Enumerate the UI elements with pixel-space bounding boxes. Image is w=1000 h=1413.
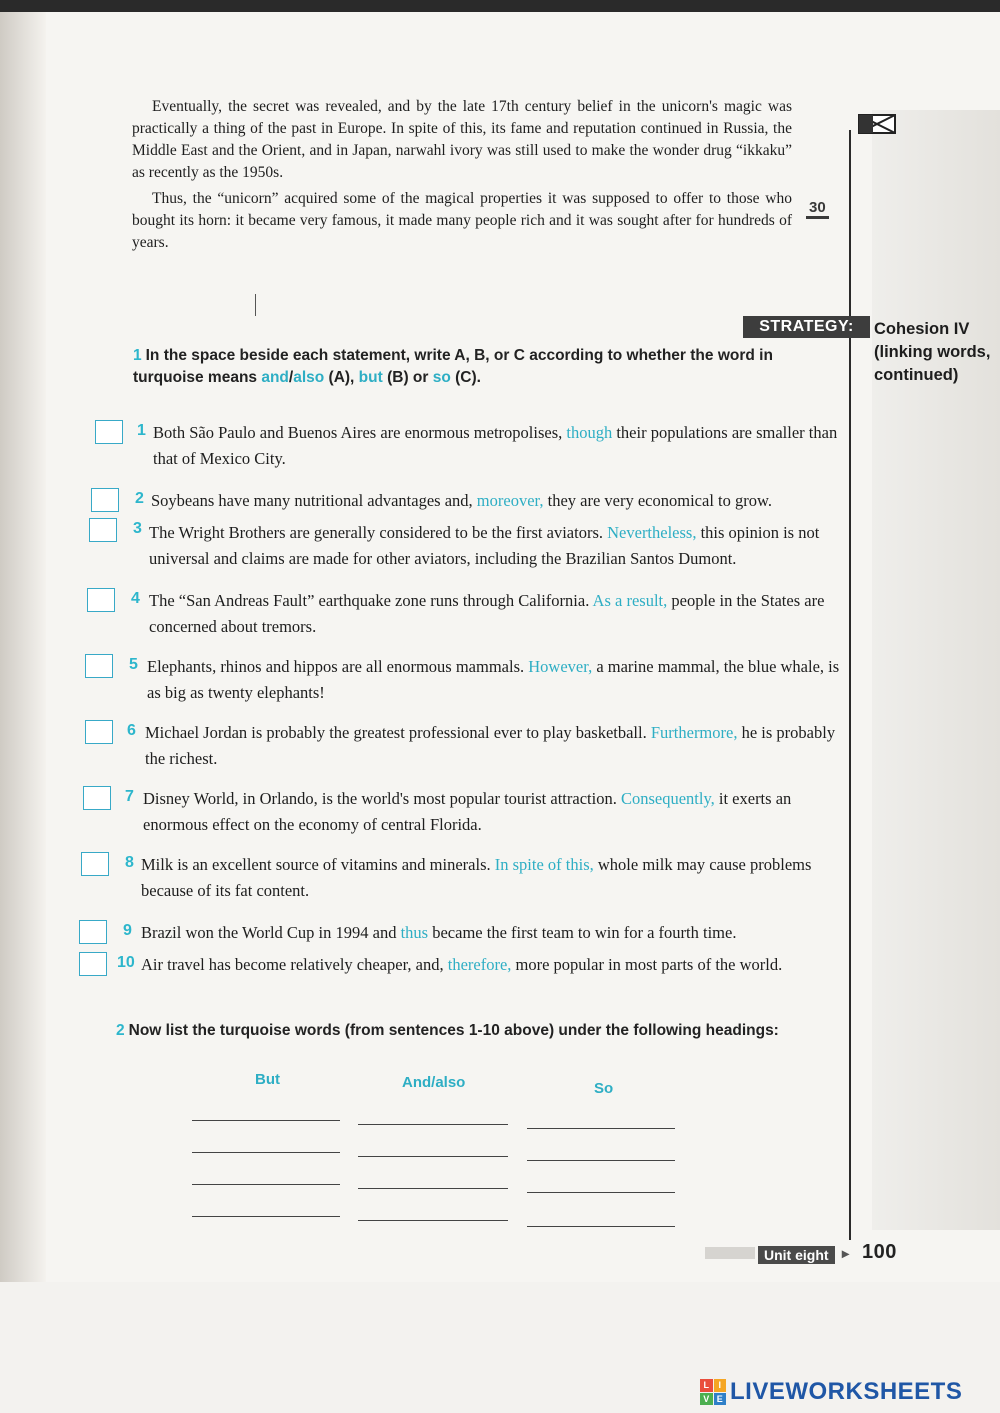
passage-paragraph-2: Thus, the “unicorn” acquired some of the magical properties it was supposed to offer to those who bought its horn: it became very famous, it made many people rich and it was sought after for hundreds of years.	[132, 190, 792, 251]
statement-text	[141, 952, 851, 978]
page-number: 100	[862, 1241, 897, 1263]
text: Brazil won the World Cup in 1994 and	[141, 923, 401, 942]
word-count-badge: 30	[806, 200, 829, 219]
text: this opinion is not universal and claims are made for other aviators, including the Brazilian Santos Dumont.	[149, 523, 820, 568]
linking-word: thus	[400, 923, 429, 942]
and-also-answer-line[interactable]	[358, 1220, 508, 1221]
text: became the first team to win for a fourth time.	[428, 923, 737, 942]
text: he is probably the richest.	[145, 723, 836, 768]
linking-word: Consequently,	[620, 789, 715, 808]
footer-arrow-icon: ▸	[842, 1245, 850, 1261]
text: their populations are smaller than that of Mexico City.	[153, 423, 838, 468]
linking-word: In spite of this,	[494, 855, 594, 874]
answer-box-9[interactable]	[79, 920, 107, 944]
exercise-2-instruction	[116, 1020, 816, 1042]
liveworksheets-brand	[700, 1377, 962, 1407]
answer-box-3[interactable]	[89, 518, 117, 542]
strategy-label: STRATEGY:	[743, 316, 870, 338]
text: people in the States are concerned about tremors.	[149, 591, 825, 636]
logo-letter: E	[714, 1393, 727, 1406]
text: whole milk may cause problems because of its fat content.	[141, 855, 812, 900]
statement-text	[141, 920, 851, 946]
linking-word: therefore,	[447, 955, 512, 974]
item-number: 10	[117, 954, 135, 971]
liveworksheets-logo-icon	[700, 1379, 726, 1405]
keyword-so: so	[432, 369, 451, 386]
column-heading-so: So	[594, 1080, 614, 1097]
text-cursor-mark	[255, 294, 256, 316]
answer-box-6[interactable]	[85, 720, 113, 744]
linking-word: However,	[528, 657, 593, 676]
so-answer-line[interactable]	[527, 1226, 675, 1227]
so-answer-line[interactable]	[527, 1128, 675, 1129]
text: more popular in most parts of the world.	[511, 955, 783, 974]
item-number: 9	[123, 922, 132, 939]
instruction-text: Now list the turquoise words (from sentences 1-10 above) under the following headings:	[128, 1022, 779, 1039]
text: Disney World, in Orlando, is the world's most popular tourist attraction.	[143, 789, 621, 808]
answer-box-7[interactable]	[83, 786, 111, 810]
exercise-2-number: 2	[116, 1022, 125, 1039]
and-also-answer-line[interactable]	[358, 1188, 508, 1189]
answer-box-2[interactable]	[91, 488, 119, 512]
linking-word: Nevertheless,	[607, 523, 697, 542]
text: Michael Jordan is probably the greatest professional ever to play basketball.	[145, 723, 651, 742]
column-heading-but: But	[255, 1071, 280, 1088]
answer-box-8[interactable]	[81, 852, 109, 876]
item-number: 5	[129, 656, 138, 673]
text: The “San Andreas Fault” earthquake zone runs through California.	[149, 591, 593, 610]
instruction-text: (B) or	[382, 369, 433, 386]
statement-text	[151, 488, 861, 514]
instruction-text: (A),	[324, 369, 359, 386]
keyword-and: and	[261, 369, 289, 386]
linking-word: moreover,	[476, 491, 544, 510]
item-number: 6	[127, 722, 136, 739]
statement-text	[147, 654, 857, 706]
statement-text	[141, 852, 851, 904]
text: a marine mammal, the blue whale, is as big as twenty elephants!	[147, 657, 840, 702]
but-answer-line[interactable]	[192, 1152, 340, 1153]
text: Soybeans have many nutritional advantages and,	[151, 491, 477, 510]
scan-top-edge	[0, 0, 1000, 12]
answer-box-1[interactable]	[95, 420, 123, 444]
logo-letter: I	[714, 1379, 727, 1392]
item-number: 8	[125, 854, 134, 871]
facing-page-strip	[872, 110, 1000, 1230]
text: Milk is an excellent source of vitamins and minerals.	[141, 855, 495, 874]
item-number: 7	[125, 788, 134, 805]
logo-letter: V	[700, 1393, 713, 1406]
crossed-box-icon	[858, 114, 896, 134]
footer-shade	[705, 1247, 755, 1259]
text: Air travel has become relatively cheaper, and,	[141, 955, 448, 974]
so-answer-line[interactable]	[527, 1192, 675, 1193]
item-number: 2	[135, 490, 144, 507]
footer-unit-label: Unit eight	[758, 1246, 835, 1264]
but-answer-line[interactable]	[192, 1120, 340, 1121]
but-answer-line[interactable]	[192, 1216, 340, 1217]
statement-text	[153, 420, 863, 472]
instruction-text: (C).	[450, 369, 481, 386]
keyword-but: but	[358, 369, 383, 386]
answer-box-4[interactable]	[87, 588, 115, 612]
but-answer-line[interactable]	[192, 1184, 340, 1185]
answer-box-10[interactable]	[79, 952, 107, 976]
linking-word: As a result,	[592, 591, 668, 610]
text: they are very economical to grow.	[543, 491, 772, 510]
logo-letter: L	[700, 1379, 713, 1392]
answer-box-5[interactable]	[85, 654, 113, 678]
exercise-1-number: 1	[133, 347, 142, 364]
so-answer-line[interactable]	[527, 1160, 675, 1161]
statement-text	[149, 588, 859, 640]
scan-left-shadow	[0, 12, 46, 1282]
keyword-also: also	[293, 369, 325, 386]
statement-text	[143, 786, 853, 838]
slash: /	[288, 369, 294, 386]
reading-passage	[132, 96, 792, 254]
text: Elephants, rhinos and hippos are all enormous mammals.	[147, 657, 529, 676]
item-number: 1	[137, 422, 146, 439]
item-number: 4	[131, 590, 140, 607]
statement-text	[145, 720, 855, 772]
text: it exerts an enormous effect on the economy of central Florida.	[143, 789, 792, 834]
text: The Wright Brothers are generally considered to be the first aviators.	[149, 523, 608, 542]
exercise-1-instruction	[133, 345, 783, 389]
strategy-title: Cohesion IV (linking words, continued)	[874, 320, 991, 384]
instruction-text: In the space beside each statement, write A, B, or C according to whether the word in turquoise means	[133, 347, 773, 386]
statement-text	[149, 520, 859, 572]
linking-word: Furthermore,	[650, 723, 738, 742]
text: Both São Paulo and Buenos Aires are enormous metropolises,	[153, 423, 567, 442]
column-heading-and-also: And/also	[402, 1074, 466, 1091]
linking-word: though	[566, 423, 613, 442]
brand-name: LIVEWORKSHEETS	[730, 1378, 963, 1405]
and-also-answer-line[interactable]	[358, 1124, 508, 1125]
and-also-answer-line[interactable]	[358, 1156, 508, 1157]
item-number: 3	[133, 520, 142, 537]
passage-paragraph-1: Eventually, the secret was revealed, and by the late 17th century belief in the unicorn's magic was practically a thing of the past in Europe. In spite of this, its fame and reputation continued in Russia, the Middle East and the Orient, and in Japan, narwahl ivory was still used to make the wonder drug “ikkaku” as recently as the 1950s.	[132, 98, 792, 181]
